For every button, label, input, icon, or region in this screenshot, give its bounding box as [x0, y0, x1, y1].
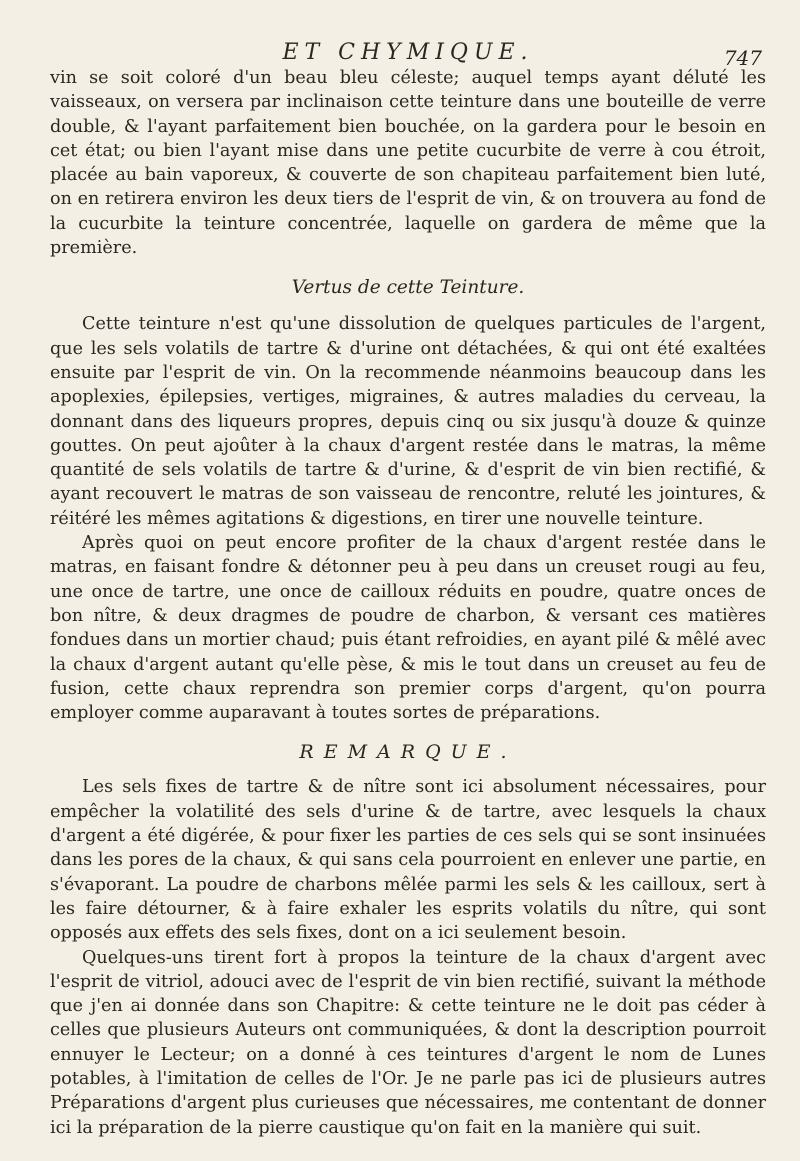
paragraph-4: Les sels fixes de tartre & de nître sont ici absolument nécessaires, pour empêcher la volatilité des sels d'urine & de tartre, avec lesquels la chaux d'argent a été digérée, & pour fixer les parties de ces sels qui se sont insinuées dans les pores de la chaux, & qui sans cela pourroient en enlever une partie, en s'évaporant. La poudre de charbons mêlée parmi les sels & les cailloux, sert à les faire détourner, & à faire exhaler les esprits volatils du nître, qui sont opposés aux effets des sels fixes, dont on a ici seulement besoin. [50, 777, 766, 944]
page-number: 747 [723, 46, 762, 70]
section-heading-remarque: REMARQUE. [299, 741, 517, 764]
paragraph-1: vin se soit coloré d'un beau bleu céleste; auquel temps ayant déluté les vaisseaux, on versera par inclinaison cette teinture dans une bouteille de verre double, & l'ayant parfaitement bien bouchée, on la gardera pour le besoin en cet état; ou bien l'ayant mise dans une petite cucurbite de verre à cou étroit, placée au bain vaporeux, & couverte de son chapiteau parfaitement bien luté, on en retirera environ les deux tiers de l'esprit de vin, & on trouvera au fond de la cucurbite la teinture concentrée, laquelle on gardera de même que la première. [50, 68, 766, 259]
paragraph-2: Cette teinture n'est qu'une dissolution de quelques particules de l'argent, que les sels volatils de tartre & d'urine ont détachées, & qui ont été exaltées ensuite par l'esprit de vin. On la recommende néanmoins beaucoup dans les apoplexies, épilepsies, vertiges, migraines, & autres maladies du cerveau, la donnant dans des liqueurs propres, depuis cinq ou six jusqu'à douze & quinze gouttes. On peut ajoûter à la chaux d'argent restée dans le matras, la même quantité de sels volatils de tartre & d'urine, & d'esprit de vin bien rectifié, & ayant recouvert le matras de son vaisseau de rencontre, reluté les jointures, & réitéré les mêmes agitations & digestions, en tirer une nouvelle teinture. [50, 314, 766, 529]
section-heading-vertus: Vertus de cette Teinture. [291, 277, 525, 299]
paragraph-3: Après quoi on peut encore profiter de la chaux d'argent restée dans le matras, en faisant fondre & détonner peu à peu dans un creuset rougi au feu, une once de tartre, une once de cailloux réduits en poudre, quatre onces de bon nître, & deux dragmes de poudre de charbon, & versant ces matières fondues dans un mortier chaud; puis étant refroidies, en ayant pilé & mêlé avec la chaux d'argent autant qu'elle pèse, & mis le tout dans un creuset au feu de fusion, cette chaux reprendra son premier corps d'argent, qu'on pourra employer comme auparavant à toutes sortes de préparations. [50, 533, 766, 724]
running-title: ET CHYMIQUE. [282, 40, 534, 65]
running-head [50, 32, 766, 70]
paragraph-5: Quelques-uns tirent fort à propos la teinture de la chaux d'argent avec l'esprit de vitriol, adouci avec de l'esprit de vin bien rectifié, suivant la méthode que j'en ai donnée dans son Chapitre: & cette teinture ne le doit pas céder à celles que plusieurs Auteurs ont communiquées, & dont la description pourroit ennuyer le Lecteur; on a donné à ces teintures d'argent le nom de Lunes potables, à l'imitation de celles de l'Or. Je ne parle pas ici de plusieurs autres Préparations d'argent plus curieuses que nécessaires, me contentant de donner ici la préparation de la pierre caustique qu'on fait en la manière qui suit. [50, 947, 766, 1138]
